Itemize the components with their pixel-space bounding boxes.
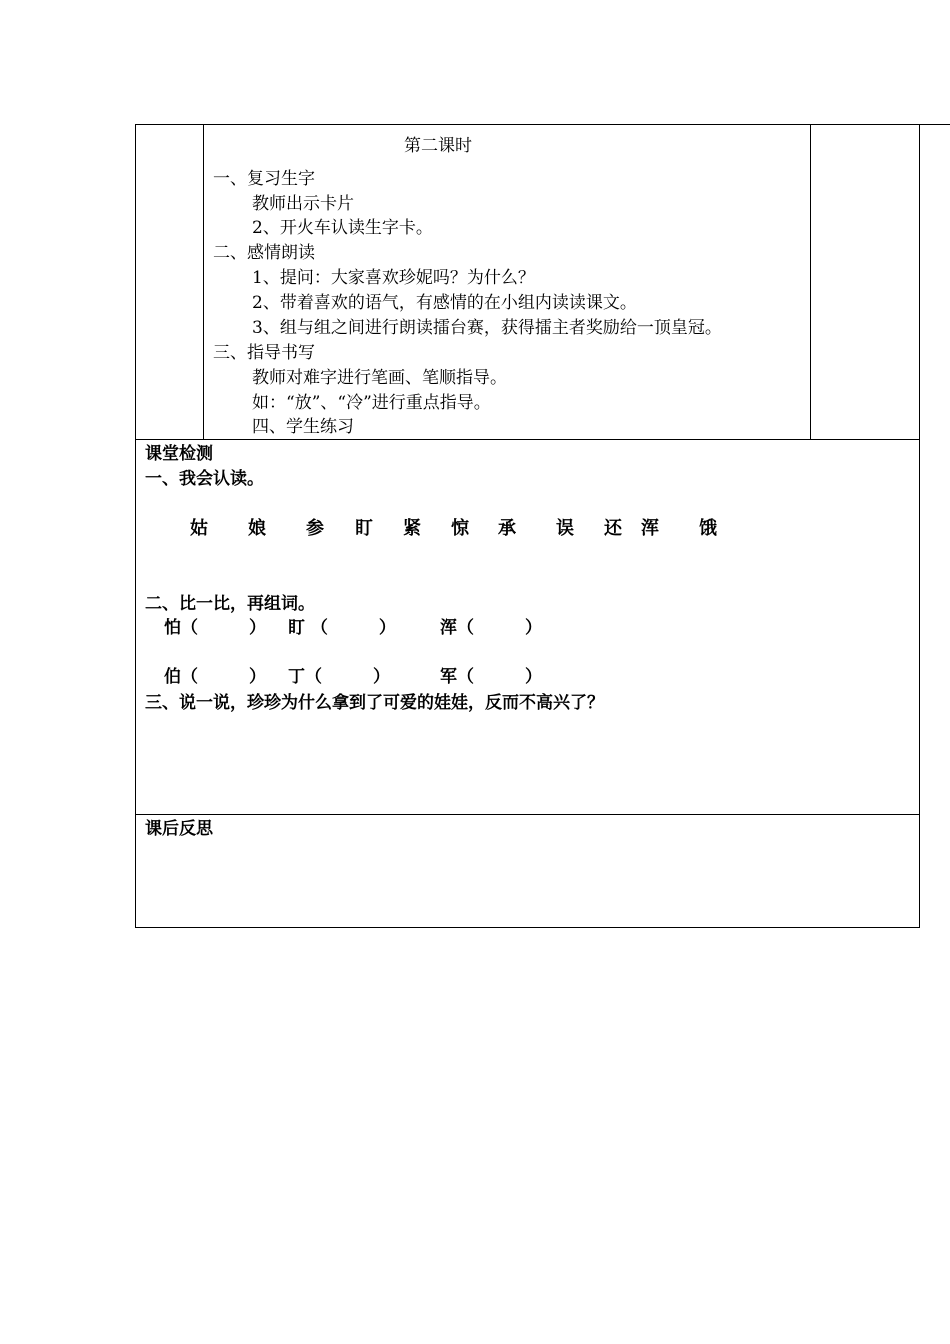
- read-char: 还: [604, 518, 622, 539]
- compare-word: 军（ ）: [440, 667, 542, 687]
- read-char: 误: [556, 518, 574, 539]
- lesson-item: 3、组与组之间进行朗读擂台赛，获得擂主者奖励给一顶皇冠。: [252, 318, 722, 338]
- lesson-item: 二、感情朗读: [213, 243, 315, 263]
- lesson-item: 如：“放”、“冷”进行重点指导。: [252, 393, 491, 413]
- lesson-item: 四、学生练习: [252, 417, 354, 437]
- lesson-title: 第二课时: [404, 136, 472, 156]
- read-char: 浑: [641, 518, 659, 539]
- read-char: 盯: [355, 518, 373, 539]
- question-1: 一、我会认读。: [145, 469, 264, 489]
- col-divider-1: [203, 124, 204, 440]
- read-char: 紧: [403, 518, 421, 539]
- lesson-item: 1、提问：大家喜欢珍妮吗？为什么？: [252, 268, 535, 288]
- compare-word: 怕（ ）: [164, 618, 266, 638]
- read-char: 饿: [699, 518, 717, 539]
- compare-word: 丁（ ）: [288, 667, 390, 687]
- read-char: 娘: [248, 518, 266, 539]
- read-char: 惊: [451, 518, 469, 539]
- table-top-border: [135, 124, 950, 125]
- table-left-border: [135, 124, 136, 928]
- read-char: 承: [498, 518, 516, 539]
- row-divider-2: [135, 814, 920, 815]
- lesson-item: 教师对难字进行笔画、笔顺指导。: [252, 368, 507, 388]
- compare-word: 伯（ ）: [164, 667, 266, 687]
- table-bottom-border: [135, 927, 920, 928]
- question-2: 二、比一比，再组词。: [145, 594, 315, 614]
- col-divider-2: [810, 124, 811, 440]
- compare-word: 浑（ ）: [440, 618, 542, 638]
- reflection-heading: 课后反思: [145, 819, 213, 839]
- read-char: 参: [306, 518, 324, 539]
- lesson-item: 一、复习生字: [213, 169, 315, 189]
- check-heading: 课堂检测: [145, 444, 213, 464]
- lesson-item: 教师出示卡片: [252, 194, 354, 214]
- read-char: 姑: [190, 518, 208, 539]
- lesson-item: 2、带着喜欢的语气，有感情的在小组内读读课文。: [252, 293, 637, 313]
- table-right-border: [919, 124, 920, 928]
- lesson-item: 2、开火车认读生字卡。: [252, 218, 433, 238]
- question-3: 三、说一说，珍珍为什么拿到了可爱的娃娃，反而不高兴了？: [145, 693, 604, 713]
- row-divider-1: [135, 439, 920, 440]
- compare-word: 盯 （ ）: [288, 618, 396, 638]
- lesson-item: 三、指导书写: [213, 343, 315, 363]
